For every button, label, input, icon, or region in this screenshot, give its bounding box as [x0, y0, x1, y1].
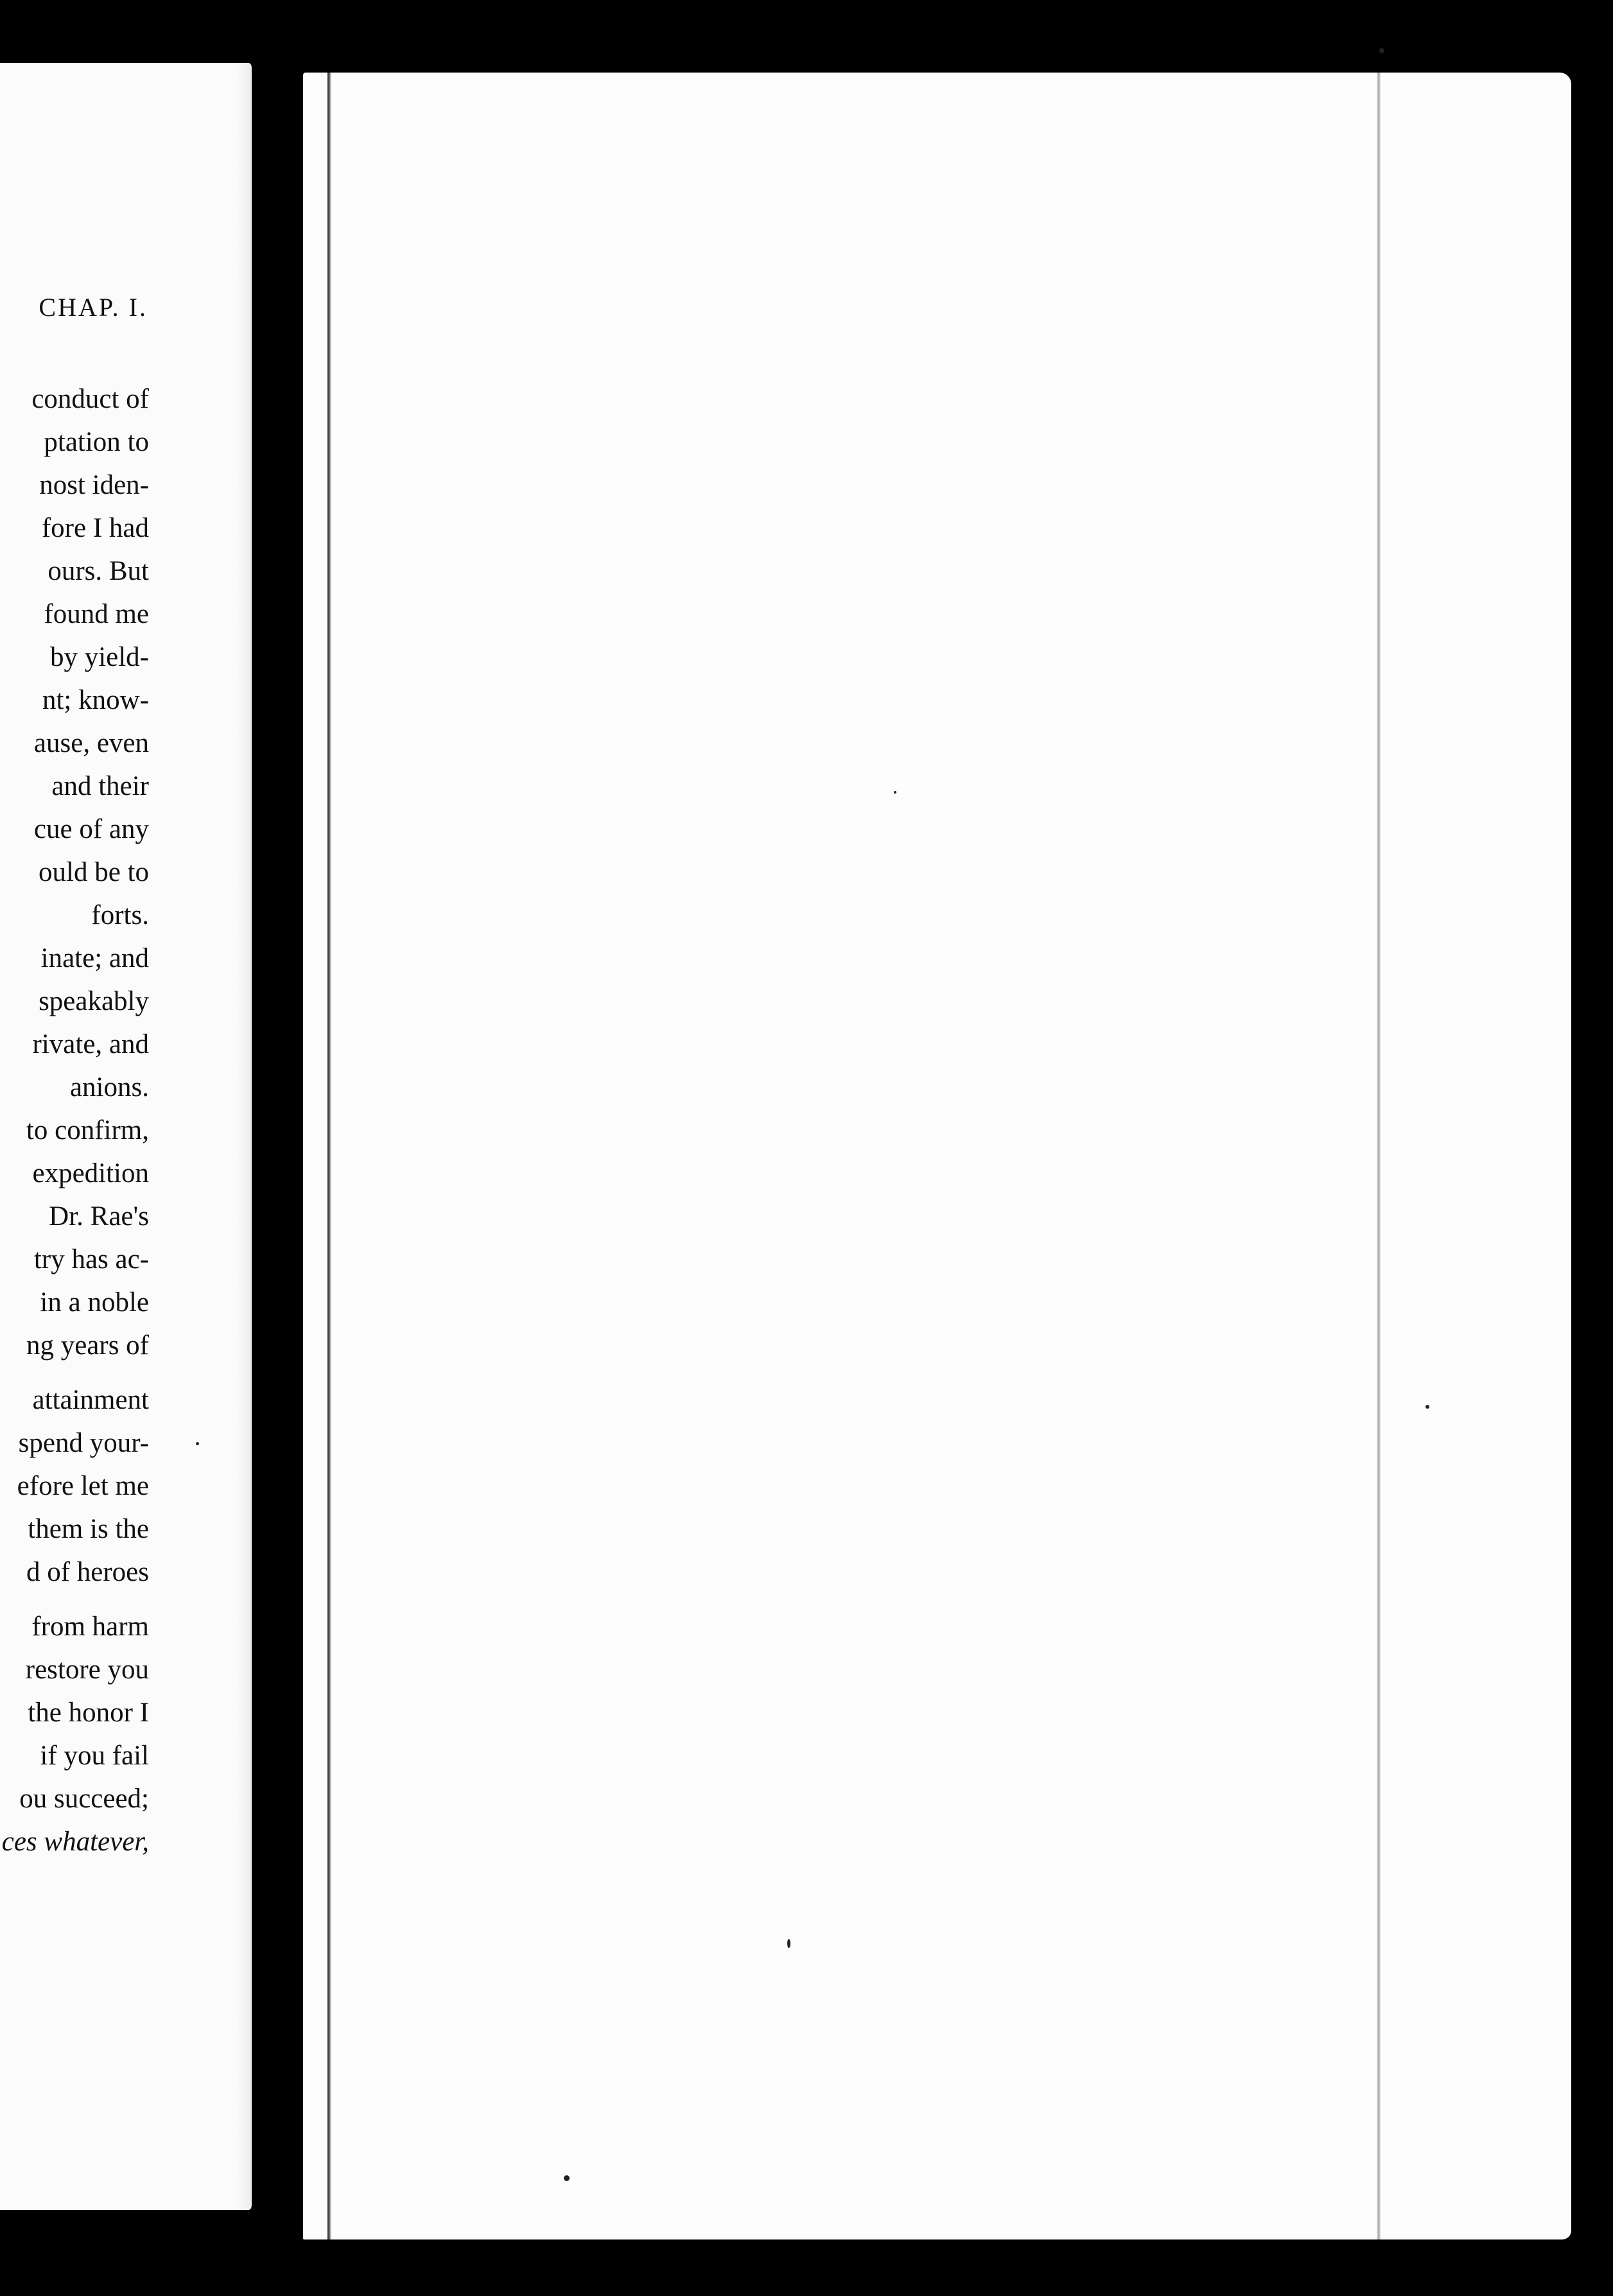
- text-line: the honor I: [28, 1698, 149, 1728]
- text-line: spend your-: [18, 1428, 149, 1458]
- text-line: if you fail: [40, 1741, 149, 1771]
- text-line: and their: [51, 771, 149, 801]
- left-page: [0, 63, 254, 2210]
- blank-right-page: [303, 73, 1571, 2239]
- text-line: ours. But: [48, 556, 149, 586]
- dust-speck: [1426, 1405, 1429, 1409]
- text-line: conduct of: [31, 384, 149, 414]
- text-line: restore you: [25, 1655, 149, 1685]
- text-line: ou succeed;: [19, 1784, 149, 1814]
- text-line: inate; and: [40, 943, 149, 973]
- text-line: cue of any: [33, 814, 149, 844]
- dust-speck: [894, 791, 896, 794]
- text-line: speakably: [39, 986, 149, 1016]
- running-head: CHAP. I.: [39, 293, 148, 322]
- text-line: ause, even: [33, 728, 149, 758]
- text-block: [0, 378, 149, 1863]
- page-fore-edge: [1377, 73, 1381, 2239]
- text-line: from harm: [31, 1612, 149, 1642]
- text-line: by yield-: [49, 642, 149, 672]
- text-line: found me: [44, 599, 149, 629]
- dust-speck: [1379, 48, 1384, 53]
- text-line: Dr. Rae's: [49, 1201, 149, 1231]
- text-line: attainment: [32, 1385, 149, 1415]
- dust-speck: [564, 2175, 570, 2181]
- dust-speck: [787, 1939, 790, 1948]
- text-line: anions.: [69, 1072, 149, 1102]
- text-line: ng years of: [26, 1330, 149, 1361]
- page-binding-edge: [327, 73, 331, 2239]
- text-line: try has ac-: [33, 1244, 149, 1274]
- text-line: fore I had: [41, 513, 149, 543]
- text-line: them is the: [28, 1514, 149, 1544]
- book-gutter: [252, 63, 303, 2214]
- text-line: rivate, and: [32, 1029, 149, 1059]
- text-line: nost iden-: [39, 470, 149, 500]
- text-line: ptation to: [44, 427, 149, 457]
- text-line: in a noble: [40, 1287, 149, 1318]
- dust-speck: [196, 1442, 199, 1445]
- text-line: expedition: [32, 1158, 149, 1188]
- text-line: ould be to: [39, 857, 149, 887]
- text-line: forts.: [91, 900, 149, 930]
- text-line: to confirm,: [26, 1115, 149, 1145]
- text-line: efore let me: [17, 1471, 149, 1501]
- text-line: d of heroes: [26, 1557, 149, 1587]
- text-line: ces whatever,: [1, 1827, 149, 1857]
- text-line: nt; know-: [42, 685, 149, 715]
